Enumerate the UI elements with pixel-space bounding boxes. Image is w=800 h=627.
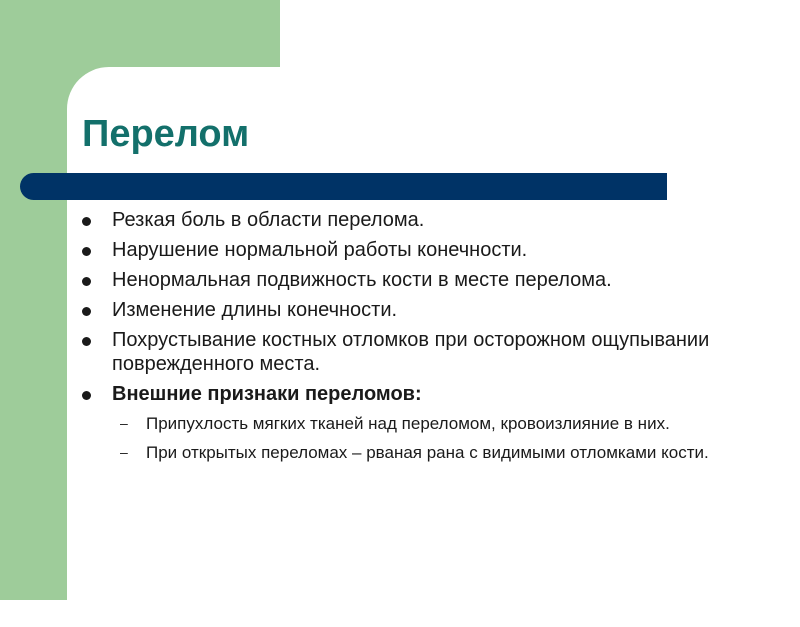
bullet-dot-icon <box>82 217 91 226</box>
bullet-dot-icon <box>82 307 91 316</box>
bullet-dot-icon <box>82 247 91 256</box>
title-underline-bar <box>20 173 667 200</box>
list-item-text: Изменение длины конечности. <box>112 299 398 321</box>
list-item <box>82 238 742 262</box>
list-item-text: Нарушение нормальной работы конечности. <box>112 239 528 261</box>
list-item-text: Внешние признаки переломов: <box>112 383 422 405</box>
sub-list-item <box>82 412 742 435</box>
list-item-heading <box>82 382 742 406</box>
list-item-text: Резкая боль в области перелома. <box>112 209 425 231</box>
sub-list-item <box>82 441 742 464</box>
list-item <box>82 298 742 322</box>
sub-list-item-text: При открытых переломах – рваная рана с видимыми отломками кости. <box>146 443 709 462</box>
dash-marker: – <box>120 415 128 431</box>
slide-title: Перелом <box>82 113 250 155</box>
list-item <box>82 208 742 232</box>
bullet-dot-icon <box>82 391 91 400</box>
dash-marker: – <box>120 444 128 460</box>
bullet-list <box>82 208 742 470</box>
list-item-text: Ненормальная подвижность кости в месте перелома. <box>112 269 612 291</box>
list-item-text: Похрустывание костных отломков при осторожном ощупывании поврежденного места. <box>112 329 710 375</box>
list-item <box>82 328 742 376</box>
bullet-dot-icon <box>82 277 91 286</box>
list-item <box>82 268 742 292</box>
sub-list-item-text: Припухлость мягких тканей над переломом, кровоизлияние в них. <box>146 414 670 433</box>
bullet-dot-icon <box>82 337 91 346</box>
